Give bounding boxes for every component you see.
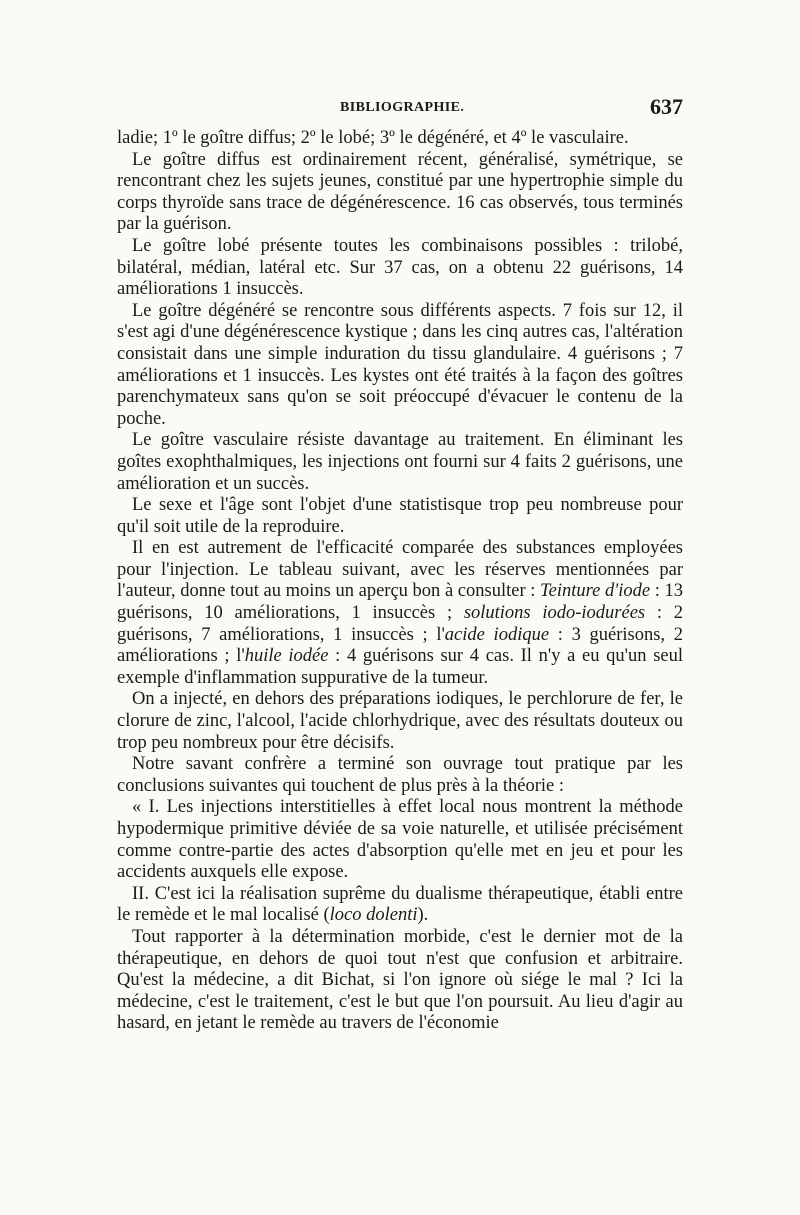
paragraph: [117, 754, 683, 797]
paragraph: [117, 495, 683, 538]
italic-text-run: loco dolenti: [329, 905, 418, 926]
paragraph: [117, 150, 683, 236]
text-run: Le sexe et l'âge sont l'objet d'une statistisque trop peu nombreuse pour qu'il soit utile de la reproduire.: [117, 495, 683, 537]
text-run: « I. Les injections interstitielles à effet local nous montrent la méthode hypodermique primitive déviée de sa voie naturelle, et utilisée précisément comme contre-partie des actes d'absorption qu'elle met en jeu et pour les accidents auxquels elle expose.: [117, 797, 683, 883]
text-run: : 3 guérisons, 2 améliorations ; l': [117, 624, 683, 667]
paragraph: [117, 797, 683, 883]
text-run: ).: [417, 905, 429, 926]
text-run: ladie; 1º le goître diffus; 2º le lobé; 3º le dégénéré, et 4º le vasculaire.: [117, 128, 629, 148]
text-run: Notre savant confrère a terminé son ouvrage tout pratique par les conclusions suivantes qui touchent de plus près à la théorie :: [117, 754, 683, 796]
text-run: : 13 guérisons, 10 améliorations, 1 insuccès ;: [117, 581, 683, 624]
text-run: Le goître vasculaire résiste davantage au traitement. En éliminant les goîtes exophthalmiques, les injections ont fourni sur 4 faits 2 guérisons, une amélioration et un succès.: [117, 430, 683, 494]
paragraph: [117, 884, 683, 927]
running-head: [117, 96, 683, 122]
italic-text-run: huile iodée: [244, 646, 329, 667]
paragraph: [117, 128, 683, 150]
paragraph: [117, 430, 683, 495]
paragraph: [117, 689, 683, 754]
paragraph: [117, 927, 683, 1035]
text-run: Tout rapporter à la détermination morbide, c'est le dernier mot de la thérapeutique, en dehors de quoi tout n'est que confusion et arbitraire. Qu'est la médecine, a dit Bichat, si l'on ignore où siége le mal ? Ici la médecine, c'est le traitement, c'est le but que l'on poursuit. Au lieu d'agir au hasard, en jetant le remède au travers de l'économie: [117, 926, 683, 1034]
text-run: Il en est autrement de l'efficacité comparée des substances employées pour l'injection. Le tableau suivant, avec les réserves mentionnées par l'auteur, donne tout au moins un aperçu bon à consulter :: [117, 538, 683, 602]
text-run: II. C'est ici la réalisation suprême du dualisme thérapeutique, établi entre le remède et le mal localisé (: [117, 883, 683, 926]
text-run: Le goître lobé présente toutes les combinaisons possibles : trilobé, bilatéral, médian, latéral etc. Sur 37 cas, on a obtenu 22 guérisons, 14 améliorations 1 insuccès.: [117, 235, 683, 300]
italic-text-run: solutions iodo-iodurées: [463, 603, 646, 624]
text-run: Le goître diffus est ordinairement récent, généralisé, symétrique, se rencontrant chez les sujets jeunes, constitué par une hypertrophie simple du corps thyroïde sans trace de dégénérescence. 16 cas observés, tous terminés par la guérison.: [117, 149, 683, 235]
paragraph: [117, 538, 683, 689]
paragraph: [117, 301, 683, 431]
italic-text-run: Teinture d'iode: [540, 581, 651, 602]
text-run: Le goître dégénéré se rencontre sous différents aspects. 7 fois sur 12, il s'est agi d'une dégénérescence kystique ; dans les cinq autres cas, l'altération consistait dans une simple induration du tissu glandulaire. 4 guérisons ; 7 améliorations et 1 insuccès. Les kystes ont été traités à la façon des goîtres parenchymateux sans qu'on se soit préoccupé d'évacuer le contenu de la poche.: [117, 300, 683, 429]
text-run: On a injecté, en dehors des préparations iodiques, le perchlorure de fer, le clorure de zinc, l'alcool, l'acide chlorhydrique, avec des résultats douteux ou trop peu nombreux pour être décisifs.: [117, 689, 683, 753]
italic-text-run: acide iodique: [444, 624, 550, 645]
page-number: 637: [650, 94, 683, 119]
paragraph: [117, 236, 683, 301]
text-run: : 2 guérisons, 7 améliorations, 1 insuccès ; l': [117, 603, 683, 645]
text-run: : 4 guérisons sur 4 cas. Il n'y a eu qu'un seul exemple d'inflammation suppurative de la tumeur.: [117, 646, 683, 688]
running-title: BIBLIOGRAPHIE.: [340, 100, 465, 115]
body-text: [117, 128, 683, 1035]
